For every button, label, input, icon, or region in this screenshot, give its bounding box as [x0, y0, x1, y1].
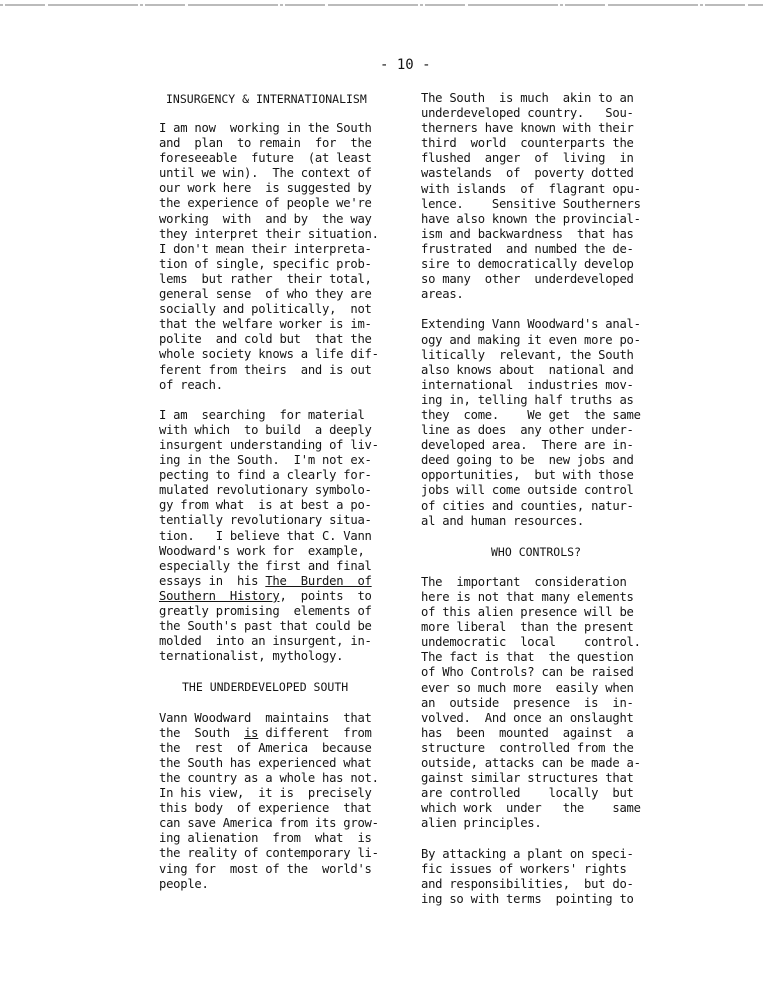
- text-line: pecting to find a clearly for-: [159, 468, 372, 483]
- text-line: lems but rather their total,: [159, 271, 372, 286]
- text-line: polite and cold but that the: [159, 332, 372, 347]
- text-line: sire to democratically develop: [421, 257, 634, 272]
- text-line: so many other underdeveloped: [421, 272, 634, 287]
- text-line: litically relevant, the South: [421, 347, 634, 362]
- text-line: molded into an insurgent, in-: [159, 634, 372, 649]
- right-column: [421, 91, 651, 907]
- text-line: ism and backwardness that has: [421, 226, 634, 241]
- text-line: are controlled locally but: [421, 786, 634, 801]
- text-line: with islands of flagrant opu-: [421, 181, 641, 196]
- text-line: of this alien presence will be: [421, 605, 634, 620]
- page-number: - 10 -: [380, 57, 431, 73]
- text-line: I don't mean their interpreta-: [159, 241, 372, 256]
- text-line: more liberal than the present: [421, 620, 634, 635]
- text-line: especially the first and final: [159, 558, 372, 573]
- text-line: developed area. There are in-: [421, 438, 634, 453]
- text-line: and plan to remain for the: [159, 136, 372, 151]
- text-line: the country as a whole has not.: [159, 770, 379, 785]
- text-line: undemocratic local control.: [421, 635, 641, 650]
- text-line: with which to build a deeply: [159, 422, 372, 437]
- text-line: working with and by the way: [159, 211, 372, 226]
- text-line: fic issues of workers' rights: [421, 861, 627, 876]
- text-line: areas.: [421, 287, 464, 302]
- section-heading-who-controls: WHO CONTROLS?: [491, 544, 582, 559]
- text-line: The fact is that the question: [421, 650, 634, 665]
- text-line: the experience of people we're: [159, 196, 372, 211]
- text-fragment: different from: [258, 725, 372, 740]
- text-line: In his view, it is precisely: [159, 786, 372, 801]
- top-border-rule: [0, 3, 763, 7]
- text-line: ing in, telling half truths as: [421, 392, 634, 407]
- text-line: international industries mov-: [421, 377, 634, 392]
- text-line: also knows about national and: [421, 362, 634, 377]
- text-line: ferent from theirs and is out: [159, 362, 372, 377]
- text-line: they come. We get the same: [421, 407, 641, 422]
- text-line: greatly promising elements of: [159, 604, 372, 618]
- text-line: deed going to be new jobs and: [421, 453, 634, 468]
- text-line: I am searching for material: [159, 407, 365, 422]
- text-fragment: , points to: [279, 588, 372, 603]
- text-line: socially and politically, not: [159, 302, 372, 317]
- text-line: of reach.: [159, 377, 223, 392]
- text-line: line as does any other under-: [421, 423, 634, 438]
- text-line: ing so with terms pointing to: [421, 891, 634, 906]
- text-line: gy from what is at best a po-: [159, 498, 372, 513]
- text-line: opportunities, but with those: [421, 468, 634, 483]
- text-line: mulated revolutionary symbolo-: [159, 483, 372, 498]
- section-heading-insurgency: INSURGENCY & INTERNATIONALISM: [166, 92, 367, 106]
- text-line: the South has experienced what: [159, 755, 372, 770]
- text-line: wastelands of poverty dotted: [421, 166, 634, 181]
- text-line: has been mounted against a: [421, 725, 634, 740]
- text-line: our work here is suggested by: [159, 181, 372, 196]
- text-line: foreseeable future (at least: [159, 151, 372, 166]
- text-line: have also known the provincial-: [421, 211, 641, 226]
- text-fragment: the South: [159, 725, 245, 740]
- text-line: this body of experience that: [159, 801, 372, 816]
- text-line: volved. And once an onslaught: [421, 710, 634, 725]
- book-title: The Burden of: [265, 573, 372, 588]
- emphasized-word: is: [244, 725, 259, 740]
- text-line: general sense of who they are: [159, 287, 372, 302]
- text-line: the reality of contemporary li-: [159, 846, 379, 861]
- text-line: that the welfare worker is im-: [159, 317, 372, 332]
- text-line: until we win). The context of: [159, 166, 372, 181]
- text-line: can save America from its grow-: [159, 816, 379, 831]
- text-line: lence. Sensitive Southerners: [421, 196, 641, 211]
- text-line: ogy and making it even more po-: [421, 332, 641, 347]
- text-line: of Who Controls? can be raised: [421, 665, 634, 680]
- paragraph: [159, 408, 389, 665]
- text-line: ving for most of the world's: [159, 861, 372, 876]
- paragraph: [421, 317, 651, 528]
- paragraph: [421, 847, 651, 907]
- paragraph: [159, 711, 389, 892]
- text-line: alien principles.: [421, 816, 542, 831]
- text-line: [159, 574, 389, 589]
- text-line: ternationalist, mythology.: [159, 649, 344, 664]
- text-line: tion of single, specific prob-: [159, 256, 372, 271]
- text-line: which work under the same: [421, 801, 641, 816]
- text-line: ing in the South. I'm not ex-: [159, 453, 372, 468]
- section-heading-underdeveloped-south: THE UNDERDEVELOPED SOUTH: [182, 680, 349, 695]
- text-line: By attacking a plant on speci-: [421, 846, 634, 861]
- text-line: Vann Woodward maintains that: [159, 710, 372, 725]
- text-line: therners have known with their: [421, 121, 634, 136]
- text-line: the rest of America because: [159, 740, 372, 755]
- text-fragment: essays in his: [159, 573, 259, 588]
- text-line: they interpret their situation.: [159, 226, 379, 241]
- left-column: [159, 91, 389, 892]
- text-line: insurgent understanding of liv-: [159, 437, 379, 452]
- text-line: the South's past that could be: [159, 619, 372, 634]
- text-line: whole society knows a life dif-: [159, 347, 379, 362]
- text-line: The important consideration: [421, 574, 627, 589]
- text-line: jobs will come outside control: [421, 483, 634, 498]
- paragraph: [159, 121, 389, 393]
- paragraph: [421, 91, 651, 302]
- text-line: ever so much more easily when: [421, 680, 634, 695]
- text-line: I am now working in the South: [159, 121, 372, 135]
- text-line: Extending Vann Woodward's anal-: [421, 317, 641, 332]
- text-line: here is not that many elements: [421, 590, 634, 604]
- text-line: The South is much akin to an: [421, 91, 634, 105]
- text-line: flushed anger of living in: [421, 151, 634, 166]
- text-line: frustrated and numbed the de-: [421, 241, 634, 256]
- book-title: Southern History: [159, 588, 280, 603]
- text-line: [159, 589, 389, 604]
- text-line: ing alienation from what is: [159, 831, 372, 846]
- text-line: Woodward's work for example,: [159, 543, 365, 558]
- text-line: structure controlled from the: [421, 740, 634, 755]
- text-line: third world counterparts the: [421, 136, 634, 151]
- text-line: and responsibilities, but do-: [421, 876, 634, 891]
- text-line: people.: [159, 876, 209, 891]
- text-line: of cities and counties, natur-: [421, 498, 634, 513]
- paragraph: [421, 575, 651, 832]
- text-line: tion. I believe that C. Vann: [159, 528, 372, 543]
- text-line: tentially revolutionary situa-: [159, 513, 372, 528]
- text-line: gainst similar structures that: [421, 771, 634, 786]
- text-line: underdeveloped country. Sou-: [421, 106, 634, 121]
- text-line: [159, 726, 389, 741]
- text-line: an outside presence is in-: [421, 695, 634, 710]
- text-line: al and human resources.: [421, 513, 585, 528]
- text-line: outside, attacks can be made a-: [421, 756, 641, 771]
